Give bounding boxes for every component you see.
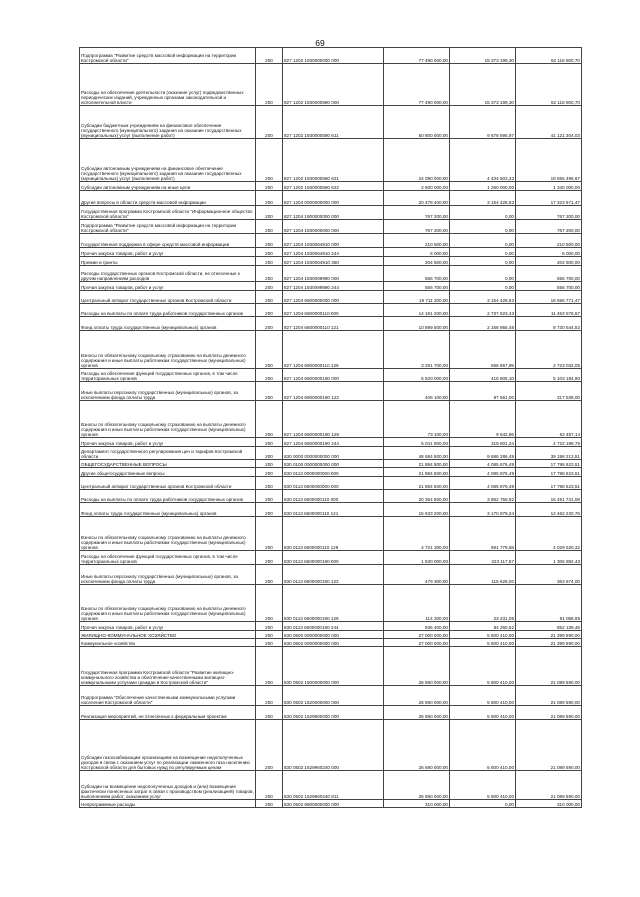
row-executed-cell: 0,00	[450, 234, 516, 248]
row-code-cell: 827 1202 1930000000 000	[283, 48, 384, 64]
table-row	[80, 182, 582, 191]
table-row	[80, 139, 582, 182]
row-code-cell: 827 1204 1930099990 244	[283, 282, 384, 291]
row-remaining-cell: 4 029 520,32	[516, 517, 582, 551]
row-code-cell: 827 1204 6600000110 129	[283, 331, 384, 369]
row-remaining-cell: 317 539,00	[516, 382, 582, 401]
row-code-cell: 827 1204 6600000190 244	[283, 438, 384, 447]
row-code-cell: 827 1204 6600000190 129	[283, 401, 384, 438]
row-code-cell: 830 0000 0000000000 000	[283, 447, 384, 460]
row-remaining-cell: 2 723 032,05	[516, 331, 582, 369]
row-remaining-cell: 8 730 544,52	[516, 317, 582, 331]
row-executed-cell: 1 260 000,00	[450, 182, 516, 191]
table-row	[80, 639, 582, 647]
budget-table	[79, 47, 582, 808]
row-executed-cell: 5 600 410,00	[450, 686, 516, 706]
row-class-cell: 200	[256, 191, 283, 206]
row-class-cell: 200	[256, 517, 283, 551]
row-remaining-cell: 21 399 590,00	[516, 631, 582, 639]
row-remaining-cell: 21 089 590,00	[516, 771, 582, 800]
row-code-cell: 830 0100 0000000000 000	[283, 460, 384, 468]
row-remaining-cell: 556 700,00	[516, 282, 582, 291]
row-budget-cell: 26 690 000,00	[384, 647, 450, 686]
row-class-cell: 200	[256, 248, 283, 257]
row-name-cell: ОБЩЕГОСУДАРСТВЕННЫЕ ВОПРОСЫ	[80, 460, 256, 468]
row-executed-cell: 223 117,57	[450, 551, 516, 565]
row-code-cell: 827 1204 6600000190 000	[283, 369, 384, 382]
row-budget-cell: 4 721 300,00	[384, 517, 450, 551]
row-class-cell: 200	[256, 490, 283, 503]
row-class-cell: 200	[256, 438, 283, 447]
table-row	[80, 331, 582, 369]
row-name-cell: Взносы по обязательному социальному страхованию на выплаты денежного содержания и иные выплаты работникам государственных (муниципальных) органов	[80, 401, 256, 438]
row-class-cell: 200	[256, 139, 283, 182]
row-name-cell: Субсидии бюджетным учреждениям на финансовое обеспечение государственного (муниципального) задания на оказание государственных (муниципальных) услуг (выполнение работ)	[80, 106, 256, 139]
row-executed-cell: 5 600 410,00	[450, 720, 516, 771]
row-class-cell: 200	[256, 291, 283, 304]
row-code-cell: 827 1204 6600000110 121	[283, 317, 384, 331]
row-class-cell: 200	[256, 720, 283, 771]
row-class-cell: 200	[256, 622, 283, 631]
row-class-cell: 200	[256, 551, 283, 565]
row-budget-cell: 479 300,00	[384, 565, 450, 585]
row-budget-cell: 556 700,00	[384, 282, 450, 291]
row-remaining-cell: 17 798 623,51	[516, 460, 582, 468]
table-row	[80, 401, 582, 438]
row-name-cell: Субсидии автономным учреждениям на финансовое обеспечение государственного (муниципального) задания на оказание государственных (муниципальных) услуг (выполнение работ)	[80, 139, 256, 182]
row-budget-cell: 204 500,00	[384, 257, 450, 266]
row-remaining-cell: 62 116 800,70	[516, 48, 582, 64]
row-remaining-cell: 852 139,48	[516, 622, 582, 631]
row-name-cell: Прочая закупка товаров, работ и услуг	[80, 438, 256, 447]
row-code-cell: 830 0113 6600000190 122	[283, 565, 384, 585]
row-budget-cell: 767 200,00	[384, 220, 450, 234]
row-executed-cell: 4 085 876,49	[450, 460, 516, 468]
row-remaining-cell: 21 089 590,00	[516, 706, 582, 720]
row-budget-cell: 26 690 000,00	[384, 771, 450, 800]
row-executed-cell: 691 779,68	[450, 517, 516, 551]
row-code-cell: 830 0113 6600000110 129	[283, 517, 384, 551]
row-code-cell: 827 1204 6600000190 122	[283, 382, 384, 401]
row-budget-cell: 5 041 800,00	[384, 438, 450, 447]
row-executed-cell: 4 085 876,49	[450, 477, 516, 490]
row-budget-cell: 21 884 500,00	[384, 477, 450, 490]
row-remaining-cell: 11 453 576,57	[516, 304, 582, 317]
row-code-cell: 830 0502 1629960240 000	[283, 720, 384, 771]
row-class-cell: 200	[256, 585, 283, 622]
row-remaining-cell: 62 116 800,70	[516, 64, 582, 106]
row-executed-cell: 2 168 955,48	[450, 317, 516, 331]
row-code-cell: 830 0500 0000000000 000	[283, 631, 384, 639]
row-class-cell: 200	[256, 447, 283, 460]
row-code-cell: 827 1204 1930064910 350	[283, 257, 384, 266]
row-budget-cell: 114 300,00	[384, 585, 450, 622]
row-budget-cell: 6 000,00	[384, 248, 450, 257]
row-remaining-cell: 16 491 741,08	[516, 490, 582, 503]
row-remaining-cell: 204 500,00	[516, 257, 582, 266]
row-code-cell: 830 0502 1620000000 000	[283, 686, 384, 706]
table-row	[80, 551, 582, 565]
row-budget-cell: 405 100,00	[384, 382, 450, 401]
row-class-cell: 200	[256, 317, 283, 331]
row-name-cell: Непрограммные расходы	[80, 800, 256, 808]
row-executed-cell: 4 434 503,33	[450, 139, 516, 182]
row-remaining-cell: 4 722 198,76	[516, 438, 582, 447]
row-code-cell: 830 0502 1600000000 000	[283, 647, 384, 686]
row-executed-cell: 0,00	[450, 257, 516, 266]
row-code-cell: 827 1204 1930099990 000	[283, 266, 384, 282]
table-row	[80, 206, 582, 220]
row-budget-cell: 20 354 500,00	[384, 490, 450, 503]
row-name-cell: Центральный аппарат государственных органов Костромской области	[80, 291, 256, 304]
table-row	[80, 191, 582, 206]
row-budget-cell: 24 090 000,00	[384, 139, 450, 182]
row-code-cell: 827 1202 1930000590 622	[283, 182, 384, 191]
table-row	[80, 800, 582, 808]
row-executed-cell: 4 085 876,49	[450, 468, 516, 477]
row-remaining-cell: 363 674,00	[516, 565, 582, 585]
table-row	[80, 266, 582, 282]
row-name-cell: Иные выплаты персоналу государственных (муниципальных) органов, за исключением фонда оплаты труда	[80, 382, 256, 401]
row-budget-cell: 2 600 000,00	[384, 182, 450, 191]
row-class-cell: 200	[256, 565, 283, 585]
row-class-cell: 200	[256, 771, 283, 800]
table-row	[80, 317, 582, 331]
row-budget-cell: 3 291 700,00	[384, 331, 450, 369]
row-budget-cell: 26 690 000,00	[384, 686, 450, 706]
row-budget-cell: 26 690 000,00	[384, 720, 450, 771]
row-executed-cell: 5 600 410,00	[450, 639, 516, 647]
row-code-cell: 830 0113 6600000190 129	[283, 585, 384, 622]
table-row	[80, 647, 582, 686]
row-executed-cell: 2 737 623,43	[450, 304, 516, 317]
row-remaining-cell: 91 068,95	[516, 585, 582, 622]
row-name-cell: Взносы по обязательному социальному страхованию на выплаты денежного содержания и иные выплаты работникам государственных (муниципальных) органов	[80, 585, 256, 622]
table-row	[80, 477, 582, 490]
row-budget-cell: 20 478 400,00	[384, 191, 450, 206]
table-row	[80, 468, 582, 477]
row-code-cell: 827 1204 1930000000 000	[283, 220, 384, 234]
row-executed-cell: 416 805,10	[450, 369, 516, 382]
row-executed-cell: 5 600 410,00	[450, 771, 516, 800]
row-executed-cell: 115 626,00	[450, 565, 516, 585]
row-name-cell: Премии и гранты	[80, 257, 256, 266]
row-class-cell: 200	[256, 182, 283, 191]
row-remaining-cell: 17 323 971,47	[516, 191, 582, 206]
row-name-cell: Реализация мероприятий, не отнесенных к федеральным проектам	[80, 706, 256, 720]
table-row	[80, 106, 582, 139]
row-class-cell: 200	[256, 686, 283, 706]
row-class-cell: 200	[256, 477, 283, 490]
row-budget-cell: 50 800 000,00	[384, 106, 450, 139]
row-remaining-cell: 767 200,00	[516, 206, 582, 220]
row-executed-cell: 0,00	[450, 248, 516, 257]
row-remaining-cell: 767 200,00	[516, 220, 582, 234]
row-name-cell: Расходы на обеспечение деятельности (оказание услуг) подведомственных периодических изданий, учрежденных органами законодательной и исполнительной власти	[80, 64, 256, 106]
row-name-cell: Подпрограмма "Обеспечение качественными коммунальными услугами населения Костромской области"	[80, 686, 256, 706]
row-budget-cell: 556 700,00	[384, 266, 450, 282]
row-budget-cell: 21 884 500,00	[384, 460, 450, 468]
row-executed-cell: 15 373 199,30	[450, 48, 516, 64]
table-row	[80, 248, 582, 257]
row-budget-cell: 15 633 200,00	[384, 503, 450, 517]
row-name-cell: Взносы по обязательному социальному страхованию на выплаты денежного содержания и иные выплаты работникам государственных (муниципальных) органов	[80, 331, 256, 369]
row-code-cell: 827 1202 1930000590 000	[283, 64, 384, 106]
row-executed-cell: 87 561,00	[450, 382, 516, 401]
row-name-cell: Подпрограмма "Развитие средств массовой информации на территории Костромской области"	[80, 48, 256, 64]
row-name-cell: Государственная программа Костромской области "Информационное общество Костромской области"	[80, 206, 256, 220]
table-row	[80, 304, 582, 317]
row-name-cell: Фонд оплаты труда государственных (муниципальных) органов	[80, 503, 256, 517]
table-row	[80, 48, 582, 64]
row-class-cell: 200	[256, 331, 283, 369]
row-code-cell: 827 1202 1930000590 611	[283, 106, 384, 139]
row-executed-cell: 5 600 410,00	[450, 631, 516, 639]
row-remaining-cell: 210 500,00	[516, 234, 582, 248]
row-class-cell: 200	[256, 639, 283, 647]
row-class-cell: 200	[256, 234, 283, 248]
row-class-cell: 200	[256, 106, 283, 139]
row-executed-cell: 0,00	[450, 220, 516, 234]
table-row	[80, 257, 582, 266]
row-code-cell: 830 0113 6600000190 244	[283, 622, 384, 631]
row-remaining-cell: 39 198 213,51	[516, 447, 582, 460]
row-executed-cell: 5 600 410,00	[450, 647, 516, 686]
row-budget-cell: 26 690 000,00	[384, 706, 450, 720]
row-name-cell: Расходы государственных органов Костромской области, не отнесенные к другим направлениям расходов	[80, 266, 256, 282]
row-class-cell: 200	[256, 800, 283, 808]
row-class-cell: 200	[256, 401, 283, 438]
row-class-cell: 200	[256, 631, 283, 639]
row-code-cell: 827 1204 0000000000 000	[283, 191, 384, 206]
row-budget-cell: 77 490 000,00	[384, 48, 450, 64]
row-class-cell: 200	[256, 48, 283, 64]
row-name-cell: Коммунальное хозяйство	[80, 639, 256, 647]
row-name-cell: Подпрограмма "Развитие средств массовой информации на территории Костромской области"	[80, 220, 256, 234]
row-code-cell: 830 0113 6600000110 121	[283, 503, 384, 517]
row-class-cell: 200	[256, 220, 283, 234]
row-name-cell: Государственная поддержка в сфере средств массовой информации	[80, 234, 256, 248]
row-executed-cell: 319 601,24	[450, 438, 516, 447]
row-code-cell: 830 0502 1629960240 811	[283, 771, 384, 800]
row-executed-cell: 568 667,95	[450, 331, 516, 369]
row-class-cell: 200	[256, 503, 283, 517]
row-name-cell: Расходы на выплаты по оплате труда работников государственных органов	[80, 490, 256, 503]
row-name-cell: Расходы на обеспечение функций государственных органов, в том числе территориальных органов	[80, 551, 256, 565]
row-remaining-cell: 5 103 194,90	[516, 369, 582, 382]
row-name-cell: Взносы по обязательному социальному страхованию на выплаты денежного содержания и иные выплаты работникам государственных (муниципальных) органов	[80, 517, 256, 551]
row-remaining-cell: 21 399 590,00	[516, 639, 582, 647]
row-name-cell: Департамент государственного регулирования цен и тарифов Костромской области	[80, 447, 256, 460]
row-budget-cell: 936 400,00	[384, 622, 450, 631]
row-budget-cell: 1 530 000,00	[384, 551, 450, 565]
table-row	[80, 706, 582, 720]
row-name-cell: Иные выплаты персоналу государственных (муниципальных) органов, за исключением фонда оплаты труда	[80, 565, 256, 585]
row-executed-cell: 9 642,86	[450, 401, 516, 438]
row-remaining-cell: 21 089 590,00	[516, 686, 582, 706]
row-name-cell: Прочая закупка товаров, работ и услуг	[80, 622, 256, 631]
row-class-cell: 200	[256, 369, 283, 382]
row-remaining-cell: 19 655 496,67	[516, 139, 582, 182]
row-remaining-cell: 1 340 000,00	[516, 182, 582, 191]
row-executed-cell: 0,00	[450, 266, 516, 282]
row-remaining-cell: 16 556 771,47	[516, 291, 582, 304]
row-name-cell: Субсидии на возмещение недополученных доходов и (или) возмещение фактически понесенных затрат в связи с производством (реализацией) товаров, выполнением работ, оказанием услуг	[80, 771, 256, 800]
row-name-cell: Прочая закупка товаров, работ и услуг	[80, 282, 256, 291]
table-row	[80, 720, 582, 771]
row-remaining-cell: 63 457,14	[516, 401, 582, 438]
row-code-cell: 830 0113 0000000000 000	[283, 468, 384, 477]
row-executed-cell: 3 862 758,92	[450, 490, 516, 503]
row-executed-cell: 5 600 410,00	[450, 706, 516, 720]
row-budget-cell: 27 000 000,00	[384, 639, 450, 647]
row-budget-cell: 77 490 000,00	[384, 64, 450, 106]
row-executed-cell: 23 231,05	[450, 585, 516, 622]
row-name-cell: Центральный аппарат государственных органов Костромской области	[80, 477, 256, 490]
row-name-cell: Расходы на обеспечение функций государственных органов, в том числе территориальных органов	[80, 369, 256, 382]
table-row	[80, 565, 582, 585]
row-budget-cell: 19 711 200,00	[384, 291, 450, 304]
page-number: 69	[315, 38, 325, 48]
row-code-cell: 827 1202 1930000590 621	[283, 139, 384, 182]
row-class-cell: 200	[256, 706, 283, 720]
row-budget-cell: 210 500,00	[384, 234, 450, 248]
table-row	[80, 438, 582, 447]
table-row	[80, 382, 582, 401]
row-executed-cell: 0,00	[450, 800, 516, 808]
row-remaining-cell: 556 700,00	[516, 266, 582, 282]
table-row	[80, 282, 582, 291]
row-budget-cell: 48 684 500,00	[384, 447, 450, 460]
table-row	[80, 686, 582, 706]
row-budget-cell: 73 100,00	[384, 401, 450, 438]
row-executed-cell: 3 154 428,53	[450, 191, 516, 206]
row-name-cell: Другие вопросы в области средств массовой информации	[80, 191, 256, 206]
row-remaining-cell: 21 089 590,00	[516, 647, 582, 686]
row-executed-cell: 3 170 979,24	[450, 503, 516, 517]
table-row	[80, 503, 582, 517]
row-code-cell: 827 1204 6600000110 000	[283, 304, 384, 317]
row-code-cell: 827 1204 1900000000 000	[283, 206, 384, 220]
row-budget-cell: 14 191 200,00	[384, 304, 450, 317]
row-code-cell: 827 1204 1930064910 244	[283, 248, 384, 257]
row-budget-cell: 767 200,00	[384, 206, 450, 220]
row-code-cell: 830 0502 9900000000 000	[283, 800, 384, 808]
row-executed-cell: 0,00	[450, 282, 516, 291]
row-executed-cell: 3 154 428,53	[450, 291, 516, 304]
row-remaining-cell: 21 089 590,00	[516, 720, 582, 771]
row-code-cell: 830 0113 6600000110 000	[283, 490, 384, 503]
row-code-cell: 830 0113 6600000000 000	[283, 477, 384, 490]
row-remaining-cell: 6 000,00	[516, 248, 582, 257]
row-class-cell: 200	[256, 266, 283, 282]
row-budget-cell: 10 899 500,00	[384, 317, 450, 331]
row-executed-cell: 0,00	[450, 206, 516, 220]
table-row	[80, 64, 582, 106]
row-budget-cell: 310 000,00	[384, 800, 450, 808]
row-remaining-cell: 1 306 882,43	[516, 551, 582, 565]
row-name-cell: Государственная программа Костромской области "Развитие жилищно-коммунального хозяйства и обеспечение качественными жилищно-коммунальными услугами граждан в Костромской области"	[80, 647, 256, 686]
row-class-cell: 200	[256, 468, 283, 477]
row-class-cell: 200	[256, 382, 283, 401]
row-executed-cell: 84 260,52	[450, 622, 516, 631]
table-row	[80, 490, 582, 503]
row-name-cell: Субсидии автономным учреждениям на иные цели	[80, 182, 256, 191]
table-row	[80, 220, 582, 234]
row-budget-cell: 21 884 500,00	[384, 468, 450, 477]
table-row	[80, 447, 582, 460]
row-executed-cell: 9 678 695,97	[450, 106, 516, 139]
row-class-cell: 200	[256, 460, 283, 468]
row-class-cell: 200	[256, 282, 283, 291]
row-name-cell: Прочая закупка товаров, работ и услуг	[80, 248, 256, 257]
row-name-cell: Другие общегосударственные вопросы	[80, 468, 256, 477]
row-name-cell: Субсидии газоснабжающим организациям на возмещение недополученных доходов в связи с оказанием услуг по реализации сжиженного газа населению Костромской области для бытовых нужд по регулируемым ценам	[80, 720, 256, 771]
row-executed-cell: 9 686 286,49	[450, 447, 516, 460]
row-executed-cell: 15 373 199,30	[450, 64, 516, 106]
row-class-cell: 200	[256, 257, 283, 266]
row-budget-cell: 27 000 000,00	[384, 631, 450, 639]
row-remaining-cell: 17 798 623,51	[516, 477, 582, 490]
row-class-cell: 200	[256, 304, 283, 317]
row-class-cell: 200	[256, 647, 283, 686]
row-code-cell: 827 1204 1930064910 000	[283, 234, 384, 248]
row-budget-cell: 5 520 000,00	[384, 369, 450, 382]
row-code-cell: 830 0113 6600000190 000	[283, 551, 384, 565]
row-class-cell: 200	[256, 64, 283, 106]
row-code-cell: 830 0502 1629900000 000	[283, 706, 384, 720]
table-row	[80, 291, 582, 304]
row-remaining-cell: 41 121 304,03	[516, 106, 582, 139]
table-row	[80, 369, 582, 382]
row-code-cell: 830 0502 0000000000 000	[283, 639, 384, 647]
table-row	[80, 234, 582, 248]
row-remaining-cell: 17 798 623,51	[516, 468, 582, 477]
row-class-cell: 200	[256, 206, 283, 220]
row-name-cell: ЖИЛИЩНО-КОММУНАЛЬНОЕ ХОЗЯЙСТВО	[80, 631, 256, 639]
row-remaining-cell: 12 462 220,76	[516, 503, 582, 517]
table-row	[80, 517, 582, 551]
row-code-cell: 827 1204 6600000000 000	[283, 291, 384, 304]
row-remaining-cell: 310 000,00	[516, 800, 582, 808]
table-row	[80, 622, 582, 631]
row-name-cell: Фонд оплаты труда государственных (муниципальных) органов	[80, 317, 256, 331]
table-row	[80, 771, 582, 800]
table-row	[80, 460, 582, 468]
row-name-cell: Расходы на выплаты по оплате труда работников государственных органов	[80, 304, 256, 317]
table-row	[80, 585, 582, 622]
table-row	[80, 631, 582, 639]
